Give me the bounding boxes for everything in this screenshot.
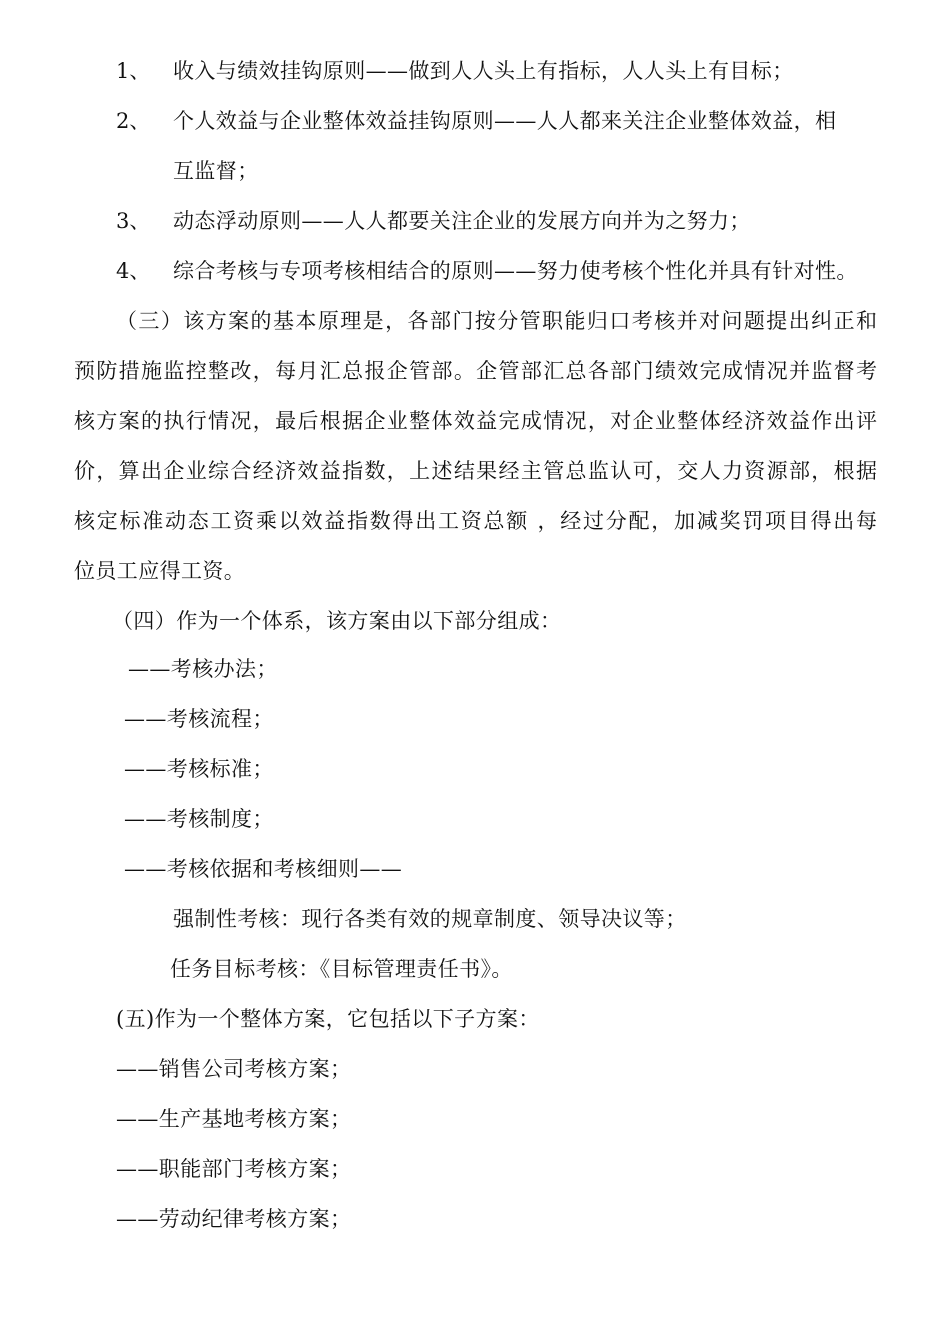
section4-item-2: ——考核流程； [124,707,274,731]
section3-line-3: 核方案的执行情况，最后根据企业整体效益完成情况，对企业整体经济效益作出评 [74,409,877,433]
section4-item-4: ——考核制度； [124,807,274,831]
principle-4-text: 综合考核与专项考核相结合的原则——努力使考核个性化并具有针对性。 [173,259,858,283]
section3-line-2: 预防措施监控整改，每月汇总报企管部。企管部汇总各部门绩效完成情况并监督考 [74,359,877,383]
section4-sub-item-1: 强制性考核：现行各类有效的规章制度、领导决议等； [173,907,687,931]
principle-2-continuation: 互监督； [173,159,259,183]
principle-3-number: 3、 [116,209,151,233]
section5-heading: (五)作为一个整体方案，它包括以下子方案： [116,1007,540,1031]
section3-line-5: 核定标准动态工资乘以效益指数得出工资总额 ，经过分配，加减奖罚项目得出每 [74,509,877,533]
section5-item-1: ——销售公司考核方案； [116,1057,352,1081]
principle-2-text: 个人效益与企业整体效益挂钩原则——人人都来关注企业整体效益，相 [173,109,837,133]
section4-item-5: ——考核依据和考核细则—— [124,857,403,881]
section4-heading: （四）作为一个体系，该方案由以下部分组成： [112,609,562,633]
principle-2-number: 2、 [116,109,151,133]
principle-4-number: 4、 [116,259,151,283]
section5-item-4: ——劳动纪律考核方案； [116,1207,352,1231]
principle-1-number: 1、 [116,59,151,83]
section5-item-2: ——生产基地考核方案； [116,1107,352,1131]
section3-line-1: （三）该方案的基本原理是，各部门按分管职能归口考核并对问题提出纠正和 [116,309,877,333]
principle-3-text: 动态浮动原则——人人都要关注企业的发展方向并为之努力； [173,209,751,233]
section4-sub-item-2: 任务目标考核：《目标管理责任书》。 [170,957,513,981]
section4-item-1: ——考核办法； [128,657,278,681]
section5-item-3: ——职能部门考核方案； [116,1157,352,1181]
section3-line-4: 价，算出企业综合经济效益指数，上述结果经主管总监认可，交人力资源部，根据 [74,459,877,483]
section4-item-3: ——考核标准； [124,757,274,781]
section3-line-6: 位员工应得工资。 [74,559,246,583]
principle-1-text: 收入与绩效挂钩原则——做到人人头上有指标，人人头上有目标； [173,59,794,83]
